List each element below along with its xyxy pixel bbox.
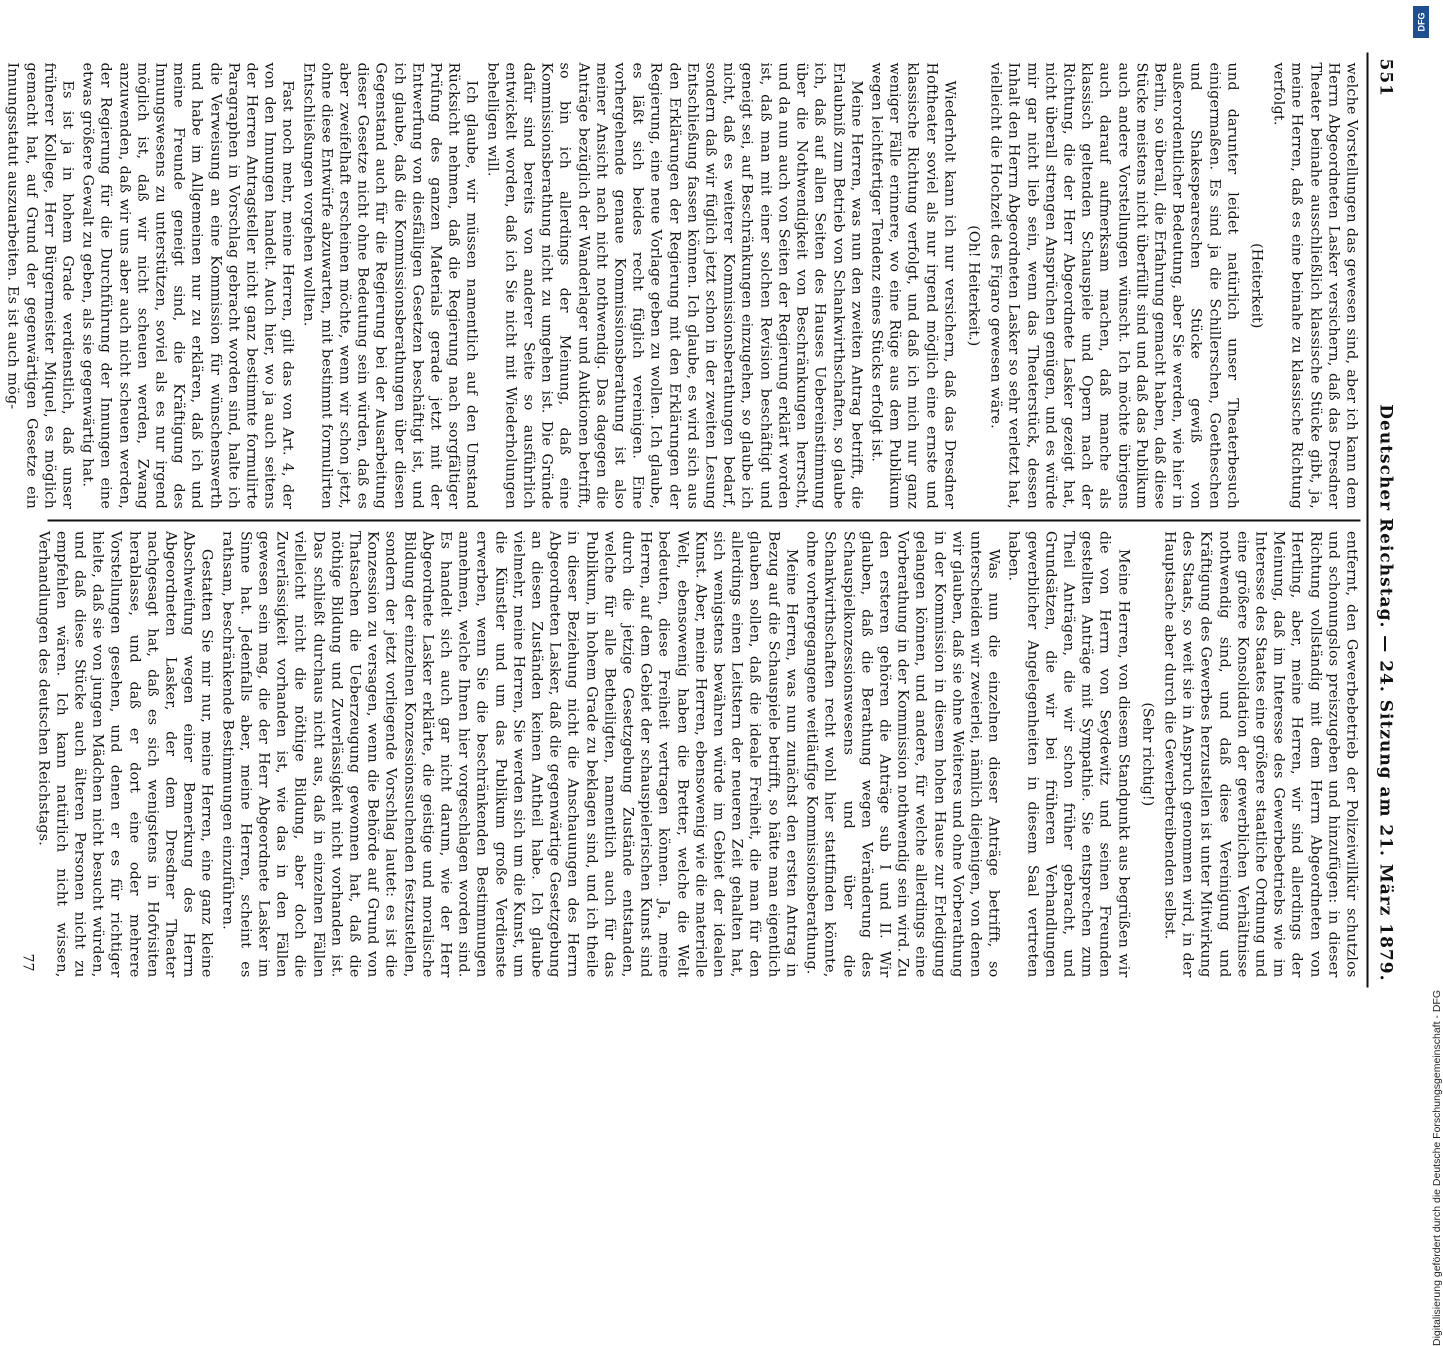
paragraph: Es ist ja in hohem Grade verdienstlich, daß unser früherer Kollege, Herr Bürgermeister Miquel, es möglich gemacht hat, auf Grund der gegenwärtigen Gesetze ein Innungsstatut auszuarbeiten. Es ist auch mög- (4, 62, 76, 509)
paragraph: Meine Herren, was nun zunächst den ersten Antrag in Bezug auf die Schauspiele betrifft, so hätte man eigentlich glauben sollen, daß die ideale Freiheit, die man für den allerdings einen Leitstern der neueren Zeit gehalten hat, sich wenigstens bewähren würde im Gebiet der idealen Kunst. Aber, meine Herren, ebensowenig wie die materielle Welt, ebensowenig haben die Bretter, welche die Welt bedeuten, diese Freiheit vertragen können. Ja, meine Herren, auf dem Gebiet der schauspielerischen Kunst sind durch die jetzige Gesetzgebung Zustände entstanden, welche für alle Betheiligten, namentlich auch für das Publikum, in hohem Grade zu beklagen sind, und ich theile in dieser Beziehung nicht die Anschauungen des Herrn Abgeordneten Lasker, daß die gegenwärtige Gesetzgebung an diesen Zuständen keinen Antheil habe. Ich glaube vielmehr, meine Herren, Sie werden sich um die Kunst, um die Künstler und um das Publikum große Verdienste erwerben, wenn Sie die beschränkenden Bestimmungen annehmen, welche Ihnen hier vorgeschlagen worden sind. Es handelt sich auch gar nicht darum, wie der Herr Abgeordnete Lasker erklärte, die geistige und moralische Bildung der einzelnen Konzessionssuchenden festzustellen, sondern der jetzt vorliegende Vorschlag lautet: es ist die Konzession zu versagen, wenn die Behörde auf Grund von Thatsachen die Ueberzeugung gewonnen hat, daß die nöthige Bildung und Zuverlässigkeit nicht vorhanden ist. Das schließt durchaus nicht aus, daß in einzelnen Fällen vielleicht nicht die nöthige Bildung, aber doch die Zuverlässigkeit vorhanden ist, wie das in den Fällen gewesen sein mag, die der Herr Abgeordnete Lasker im Sinne hat. Jedenfalls aber, meine Herren, scheint es rathsam, beschränkende Bestimmungen einzuführen. (219, 531, 800, 978)
rotated-page (4, 53, 1403, 988)
interjection: (Sehr richtig!) (1139, 702, 1156, 807)
column-right (4, 53, 1361, 520)
paragraph: Wiederholt kann ich nur versichern, daß das Dresdner Hoftheater soviel als nur irgend möglich eine ernste und klassische Richtung verfolgt, und daß ich mich nur ganz weniger Fälle erinnere, wo eine Rüge aus dem Publikum wegen leichtfertiger Tendenz eines Stücks erfolgt ist. (868, 62, 958, 509)
paragraph: Meine Herren, von diesem Standpunkt aus begrüßen wir die von Herrn von Seydewitz und seinen Freunden gestellten Anträge mit Sympathie. Sie entsprechen zum Theil Anträgen, die wir schon früher gebracht, und Grundsätzen, die wir bei früheren Verhandlungen gewerblicher Angelegenheiten in diesem Saal vertreten haben. (1005, 531, 1132, 978)
paragraph: Ich glaube, wir müssen namentlich auf den Umstand Rücksicht nehmen, daß die Regierung nach sorgfältiger Prüfung des ganzen Materials gerade jetzt mit der Entwerfung von diesfälligen Gesetzen beschäftigt ist, und ich glaube, daß die Kommissionsberathungen über diesen Gegenstand auch für die Regierung bei der Ausarbeitung dieser Gesetze nicht ohne Bedeutung sein würden, daß es aber zweifelhaft erscheinen möchte, wenn wir schon jetzt, ohne diese Entwürfe abzuwarten, mit bestimmt formulirten Entschließungen vorgehen wollten. (300, 62, 480, 509)
running-title: Deutscher Reichstag. — 24. Sitzung am 21. März 1879. (1375, 404, 1396, 982)
paragraph: Gestatten Sie mir nur, meine Herren, eine ganz kleine Abschweifung wegen einer Bemerkung des Herrn Abgeordneten Lasker, der dem Dresdner Theater nachgesagt hat, daß es sich wenigstens in Hofvisiten herablasse, und daß er dort eine oder mehrere Vorstellungen gesehen, und denen er es für richtiger hielte, daß sie von jungen Mädchen nicht besucht würden, und daß diese Stücke auch älteren Personen nicht zu empfehlen wären. Ich kann natürlich nicht wissen, Verhandlungen des deutschen Reichstags. (35, 531, 215, 978)
dfg-credit-note: Digitalisierung gefördert durch die Deutsche Forschungsgemeinschaft - DFG (1431, 990, 1443, 1346)
column-left (35, 519, 1361, 988)
interjection: (Heiterkeit) (1248, 243, 1265, 329)
dfg-logo: DFG (1413, 6, 1429, 38)
paragraph: Was nun die einzelnen dieser Anträge betrifft, so unterscheiden wir zweierlei, nämlich diejenigen, von denen wir glauben, daß sie ohne Weiteres und ohne Vorberathung in der Kommission in diesem hohen Hause zur Erledigung gelangen können, und andere, für welche allerdings eine Vorberathung in der Kommission nothwendig sein wird. Zu den ersteren gehören die Anträge sub I und II. Wir glauben, daß die Berathung wegen Veränderung des Schauspielkonzessionswesens und über die Schankwirthschaften recht wohl hier stattfinden könnte, ohne vorhergegangene weitläufige Kommissionsberathung. (803, 531, 1002, 978)
signature-mark: 77 (19, 953, 36, 972)
paragraph: und darunter leidet natürlich unser Theaterbesuch einigermaßen. Es sind ja die Schillerschen, Goetheschen und Shakespeareschen Stücke gewiß von außerordentlicher Bedeutung, aber Sie werden, wie hier in Berlin, so überall, die Erfahrung gemacht haben, daß diese Stücke meistens nicht überfüllt sind und daß das Publikum auch andere Vorstellungen wünscht. Ich möchte übrigens auch darauf aufmerksam machen, daß manche als klassisch geltenden Schauspiele und Opern nach der Richtung, die der Herr Abgeordnete Lasker gezeigt hat, nicht überall strengen Ansprüchen genügen, und es würde mir gar nicht lieb sein, wenn das Theaterstück, dessen Inhalt den Herrn Abgeordneten Lasker so sehr verletzt hat, vielleicht die Hochzeit des Figaro gewesen wäre. (987, 62, 1241, 509)
interjection: (Oh! Heiterkeit.) (965, 225, 982, 347)
page-number: 551 (1375, 58, 1396, 97)
page-header (1367, 53, 1403, 988)
paragraph: entfernt, den Gewerbebetrieb der Polizeiwillkür schutzlos und schonungslos preiszugeben und hinzufügen: in dieser Richtung vollständig mit dem Herrn Abgeordneten von Hertling, aber, meine Herren, wir sind allerdings der Meinung, daß im Interesse des Gewerbebetriebs wie im Interesse des Staates eine größere staatliche Ordnung und eine größere Konsolidation der gewerblichen Verhältnisse nothwendig sind, und daß diese Vereinigung und Kräftigung des Gewerbes herzustellen ist unter Mitwirkung des Staats, so weit sie in Anspruch genommen wird, in der Hauptsache aber durch die Gewerbetreibenden selbst. (1161, 531, 1360, 978)
paragraph: Fast noch mehr, meine Herren, gilt das von Art. 4, der von den Innungen handelt. Auch hier, wo ja auch seitens der Herren Antragsteller nicht ganz bestimmte formulirte Paragraphen in Vorschlag gebracht worden sind, halte ich die Verweisung an eine Kommission für wünschenswerth und habe im Allgemeinen nur zu erklären, daß ich und meine Freunde geneigt sind, die Kräftigung des Innungswesens zu unterstützen, soviel als es nur irgend möglich ist, daß wir nicht scheuen werden, Zwang anzuwenden, daß wir uns aber auch nicht scheuen werden, der Regierung für die Durchführung der Innungen eine etwas größere Gewalt zu geben, als sie gegenwärtig hat. (79, 62, 296, 509)
paragraph: welche Vorstellungen das gewesen sind, aber ich kann dem Herrn Abgeordneten Lasker versichern, daß das Dresdner Theater beinahe ausschließlich klassische Stücke gibt, ja, meine Herren, daß es eine beinahe zu klassische Richtung verfolgt. (1270, 62, 1360, 509)
paragraph: Meine Herren, was nun den zweiten Antrag betrifft, die Erlaubniß zum Betrieb von Schankwirthschaften, so glaube ich, daß auf allen Seiten des Hauses Uebereinstimmung über die Nothwendigkeit von Beschränkungen herrscht, und da nun auch von Seiten der Regierung erklärt worden ist, daß man mit einer solchen Revision beschäftigt und geneigt sei, auf Beschränkungen einzugehen, so glaube ich nicht, daß es weiterer Kommissionsberathungen bedarf, sondern daß wir füglich jetzt schon in der zweiten Lesung Entschließung fassen können. Ich glaube, es wird sich aus den Erklärungen der Regierung mit den Erklärungen der Regierung, eine neue Vorlage geben zu wollen. Ich glaube, es läßt sich beides recht füglich vereinigen. Eine vorhergehende genaue Kommissionsberathung ist also meiner Ansicht nach nicht nothwendig. Das dagegen die Anträge bezüglich der Wanderlager und Auktionen betrifft, so bin ich allerdings der Meinung, daß eine Kommissionsberathung nicht zu umgehen ist. Die Gründe dafür sind bereits von anderer Seite so ausführlich entwickelt worden, daß ich Sie nicht mit Wiederholungen behelligen will. (484, 62, 865, 509)
